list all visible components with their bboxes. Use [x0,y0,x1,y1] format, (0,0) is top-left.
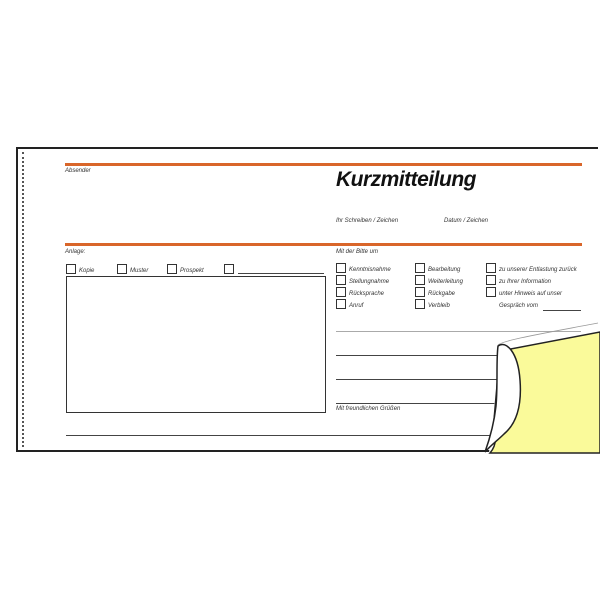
checkbox-kenntnisnahme[interactable] [336,263,346,273]
checkbox-verbleib[interactable] [415,299,425,309]
option-entlastung: zu unserer Entlastung zurück [499,267,577,273]
conversation-label: Gespräch vom [499,303,539,309]
option-prospekt: Prospekt [180,268,204,274]
option-bearbeitung: Bearbeitung [428,267,461,273]
option-kopie: Kopie [79,268,95,274]
header-rule [65,163,582,166]
sender-label: Absender [65,168,91,174]
checkbox-kopie[interactable] [66,264,76,274]
attachment-text-box[interactable] [66,276,326,413]
checkbox-information[interactable] [486,275,496,285]
checkbox-hinweis[interactable] [486,287,496,297]
option-stellungnahme: Stellungnahme [349,279,390,285]
option-hinweis: unter Hinweis auf unser [499,291,563,297]
option-kenntnisnahme: Kenntnisnahme [349,267,391,273]
form-title: Kurzmitteilung [336,168,476,191]
option-information: zu Ihrer Information [499,279,552,285]
closing-label: Mit freundlichen Grüßen [336,406,401,412]
option-weiterleitung: Weiterleitung [428,279,463,285]
checkbox-prospekt[interactable] [167,264,177,274]
option-anruf: Anruf [349,303,364,309]
checkbox-ruecksprache[interactable] [336,287,346,297]
checkbox-bearbeitung[interactable] [415,263,425,273]
request-label: Mit der Bitte um [336,249,379,255]
option-verbleib: Verbleib [428,303,450,309]
option-muster: Muster [130,268,149,274]
checkbox-stellungnahme[interactable] [336,275,346,285]
checkbox-rueckgabe[interactable] [415,287,425,297]
conversation-date-line[interactable] [543,310,581,311]
date-label: Datum / Zeichen [444,218,489,224]
checkbox-other[interactable] [224,264,234,274]
attachment-label: Anlage: [65,249,86,255]
option-ruecksprache: Rücksprache [349,291,385,297]
other-attachment-line[interactable] [238,273,324,274]
perforation-line [22,152,24,447]
your-letter-label: Ihr Schreiben / Zeichen [336,218,399,224]
checkbox-anruf[interactable] [336,299,346,309]
option-rueckgabe: Rückgabe [428,291,456,297]
checkbox-muster[interactable] [117,264,127,274]
checkbox-weiterleitung[interactable] [415,275,425,285]
copy-sheets-corner [480,320,600,455]
section-rule [65,243,582,246]
checkbox-entlastung[interactable] [486,263,496,273]
